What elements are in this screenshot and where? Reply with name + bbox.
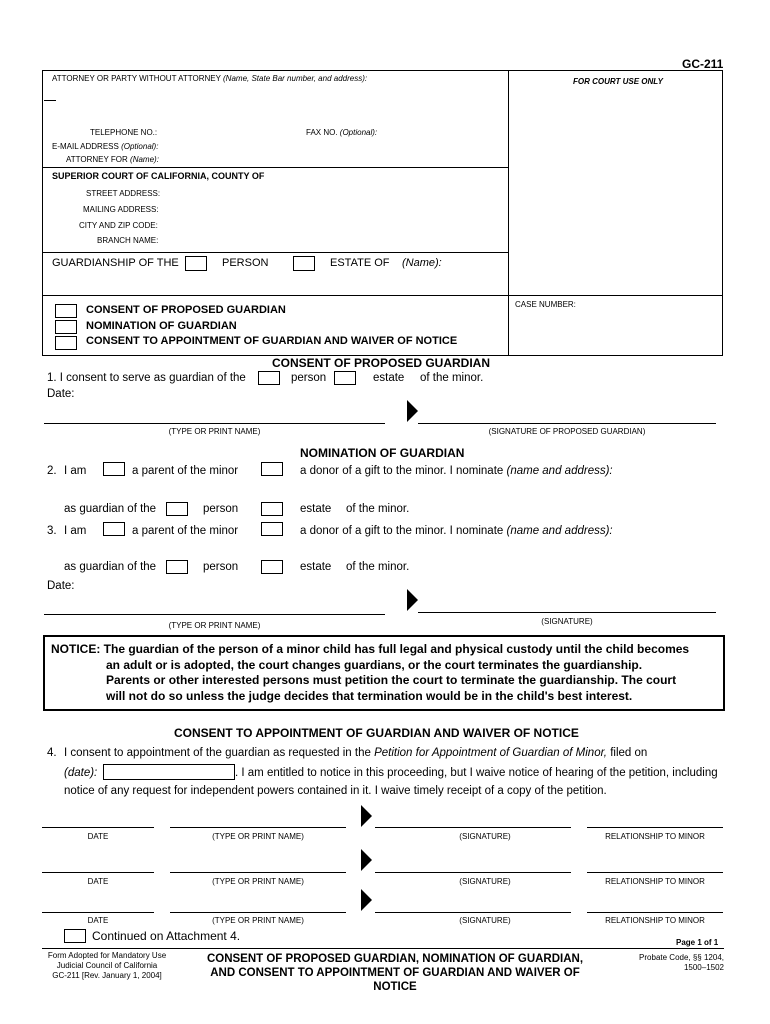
footer-divider <box>42 948 724 949</box>
form-number: GC-211 <box>682 57 724 71</box>
item3-i-am: I am <box>64 525 87 537</box>
notice-line-3: Parents or other interested persons must petition the court to terminate the guardianship. The court <box>106 673 677 687</box>
continued-checkbox[interactable] <box>64 929 86 943</box>
item3-person-checkbox[interactable] <box>166 560 188 574</box>
page-number: Page 1 of 1 <box>676 938 719 947</box>
item2-estate-label: estate <box>300 503 332 515</box>
item3-estate-label: estate <box>300 561 332 573</box>
section2-signature-caption: (SIGNATURE) <box>541 617 593 626</box>
section1-of-minor: of the minor. <box>420 372 484 384</box>
item4-line1: I consent to appointment of the guardian as requested in the Petition for Appointment of Guardian of Minor, filed on <box>64 747 648 759</box>
row2-relationship-line[interactable] <box>587 872 723 873</box>
section1-person-label: person <box>291 372 327 384</box>
signature-arrow-icon <box>407 400 418 422</box>
section1-title: CONSENT OF PROPOSED GUARDIAN <box>272 356 491 370</box>
signature-arrow-icon <box>361 805 372 827</box>
row1-relationship-caption: RELATIONSHIP TO MINOR <box>605 832 705 841</box>
item2-estate-checkbox[interactable] <box>261 502 283 516</box>
signature-arrow-icon <box>361 889 372 911</box>
item4-date-label: (date): <box>64 767 98 779</box>
doc-type-label-2: NOMINATION OF GUARDIAN <box>86 320 237 332</box>
branch-label: BRANCH NAME: <box>97 236 159 245</box>
street-label: STREET ADDRESS: <box>86 189 161 198</box>
section3-title: CONSENT TO APPOINTMENT OF GUARDIAN AND WAIVER OF NOTICE <box>174 726 579 740</box>
section1-type-name: (TYPE OR PRINT NAME) <box>168 427 261 436</box>
section2-title: NOMINATION OF GUARDIAN <box>300 446 465 460</box>
section1-signature-caption: (SIGNATURE OF PROPOSED GUARDIAN) <box>488 427 646 436</box>
item3-donor-checkbox[interactable] <box>261 522 283 536</box>
notice-line-1: NOTICE: The guardian of the person of a minor child has full legal and physical custody until the child becomes <box>51 642 690 656</box>
row3-date-caption: DATE <box>87 916 109 925</box>
email-label: E-MAIL ADDRESS (Optional): <box>52 142 159 151</box>
section1-date-label: Date: <box>47 388 75 400</box>
estate-checkbox[interactable] <box>293 256 315 271</box>
row2-name-line[interactable] <box>170 872 346 873</box>
caption-divider <box>42 295 723 296</box>
item2-donor-label: a donor of a gift to the minor. I nominate (name and address): <box>300 465 613 477</box>
city-zip-label: CITY AND ZIP CODE: <box>79 221 158 230</box>
row1-name-caption: (TYPE OR PRINT NAME) <box>212 832 304 841</box>
item4-date-input[interactable] <box>103 764 235 780</box>
section2-type-name: (TYPE OR PRINT NAME) <box>168 621 261 630</box>
section1-name-line[interactable] <box>44 423 385 424</box>
item3-of-minor: of the minor. <box>346 561 410 573</box>
doc-type-checkbox-3[interactable] <box>55 336 77 350</box>
item4-line3: notice of any request for independent powers contained in it. I waive timely receipt of a copy of the petition. <box>64 785 607 797</box>
row1-name-line[interactable] <box>170 827 346 828</box>
item2-of-minor: of the minor. <box>346 503 410 515</box>
item4-line2: . I am entitled to notice in this proceeding, but I waive notice of hearing of the petition, including <box>235 767 718 779</box>
attorney-for-label: ATTORNEY FOR (Name): <box>66 155 159 164</box>
section1-estate-checkbox[interactable] <box>334 371 356 385</box>
signature-arrow-icon <box>361 849 372 871</box>
row1-date-line[interactable] <box>42 827 154 828</box>
row2-relationship-caption: RELATIONSHIP TO MINOR <box>605 877 705 886</box>
item3-number: 3. <box>47 525 57 537</box>
doc-type-checkbox-1[interactable] <box>55 304 77 318</box>
item3-donor-label: a donor of a gift to the minor. I nominate (name and address): <box>300 525 613 537</box>
row2-date-line[interactable] <box>42 872 154 873</box>
person-label: PERSON <box>222 257 269 269</box>
attorney-divider <box>42 167 508 168</box>
row3-signature-caption: (SIGNATURE) <box>459 916 511 925</box>
notice-line-4: will not do so unless the judge decides that termination would be in the child's best interest. <box>106 689 633 703</box>
row2-signature-caption: (SIGNATURE) <box>459 877 511 886</box>
case-number-label: CASE NUMBER: <box>515 300 576 309</box>
item2-i-am: I am <box>64 465 87 477</box>
footer-title: CONSENT OF PROPOSED GUARDIAN, NOMINATION OF GUARDIAN, AND CONSENT TO APPOINTMENT OF GUARDIAN AND WAIVER OF NOTICE <box>206 953 584 993</box>
row1-relationship-line[interactable] <box>587 827 723 828</box>
row1-date-caption: DATE <box>87 832 109 841</box>
signature-arrow-icon <box>407 589 418 611</box>
item2-as-guardian: as guardian of the <box>64 503 157 515</box>
item3-as-guardian: as guardian of the <box>64 561 157 573</box>
item3-person-label: person <box>203 561 239 573</box>
attorney-mark <box>44 100 56 101</box>
row2-name-caption: (TYPE OR PRINT NAME) <box>212 877 304 886</box>
person-checkbox[interactable] <box>185 256 207 271</box>
header-divider <box>508 70 509 356</box>
item2-donor-checkbox[interactable] <box>261 462 283 476</box>
item2-parent-label: a parent of the minor <box>132 465 239 477</box>
row1-signature-caption: (SIGNATURE) <box>459 832 511 841</box>
row3-relationship-line[interactable] <box>587 912 723 913</box>
row2-date-caption: DATE <box>87 877 109 886</box>
notice-line-2: an adult or is adopted, the court changes guardians, or the court terminates the guardianship. <box>106 658 643 672</box>
row1-signature-line[interactable] <box>375 827 571 828</box>
row3-name-line[interactable] <box>170 912 346 913</box>
doc-type-label-1: CONSENT OF PROPOSED GUARDIAN <box>86 304 286 316</box>
item3-parent-checkbox[interactable] <box>103 522 125 536</box>
section2-name-line[interactable] <box>44 614 385 615</box>
item2-parent-checkbox[interactable] <box>103 462 125 476</box>
section2-signature-line[interactable] <box>418 612 716 613</box>
footer-code: Probate Code, §§ 1204, 1500–1502 <box>639 953 724 972</box>
row3-date-line[interactable] <box>42 912 154 913</box>
footer-adopted: Form Adopted for Mandatory Use Judicial Council of California GC-211 [Rev. January 1, 2004] <box>47 951 167 980</box>
continued-label: Continued on Attachment 4. <box>92 929 241 943</box>
doc-type-checkbox-2[interactable] <box>55 320 77 334</box>
section1-signature-line[interactable] <box>418 423 716 424</box>
court-title: SUPERIOR COURT OF CALIFORNIA, COUNTY OF <box>52 171 265 181</box>
item4-number: 4. <box>47 747 57 759</box>
doc-type-label-3: CONSENT TO APPOINTMENT OF GUARDIAN AND WAIVER OF NOTICE <box>86 335 458 347</box>
section1-person-checkbox[interactable] <box>258 371 280 385</box>
telephone-label: TELEPHONE NO.: <box>90 128 158 137</box>
row3-signature-line[interactable] <box>375 912 571 913</box>
section2-date-label: Date: <box>47 580 75 592</box>
row3-name-caption: (TYPE OR PRINT NAME) <box>212 916 304 925</box>
fax-label: FAX NO. (Optional): <box>306 128 378 137</box>
mailing-label: MAILING ADDRESS: <box>83 205 159 214</box>
item3-estate-checkbox[interactable] <box>261 560 283 574</box>
court-divider <box>42 252 508 253</box>
estate-of-label: ESTATE OF <box>330 257 390 269</box>
item2-person-label: person <box>203 503 239 515</box>
section1-item: 1. I consent to serve as guardian of the <box>47 372 246 384</box>
row2-signature-line[interactable] <box>375 872 571 873</box>
section1-estate-label: estate <box>373 372 405 384</box>
guardianship-label: GUARDIANSHIP OF THE <box>52 257 179 269</box>
item3-parent-label: a parent of the minor <box>132 525 239 537</box>
item2-number: 2. <box>47 465 57 477</box>
name-hint: (Name): <box>402 257 442 269</box>
item2-person-checkbox[interactable] <box>166 502 188 516</box>
court-use-label: FOR COURT USE ONLY <box>573 77 663 86</box>
row3-relationship-caption: RELATIONSHIP TO MINOR <box>605 916 705 925</box>
attorney-label: ATTORNEY OR PARTY WITHOUT ATTORNEY (Name, State Bar number, and address): <box>52 74 368 83</box>
